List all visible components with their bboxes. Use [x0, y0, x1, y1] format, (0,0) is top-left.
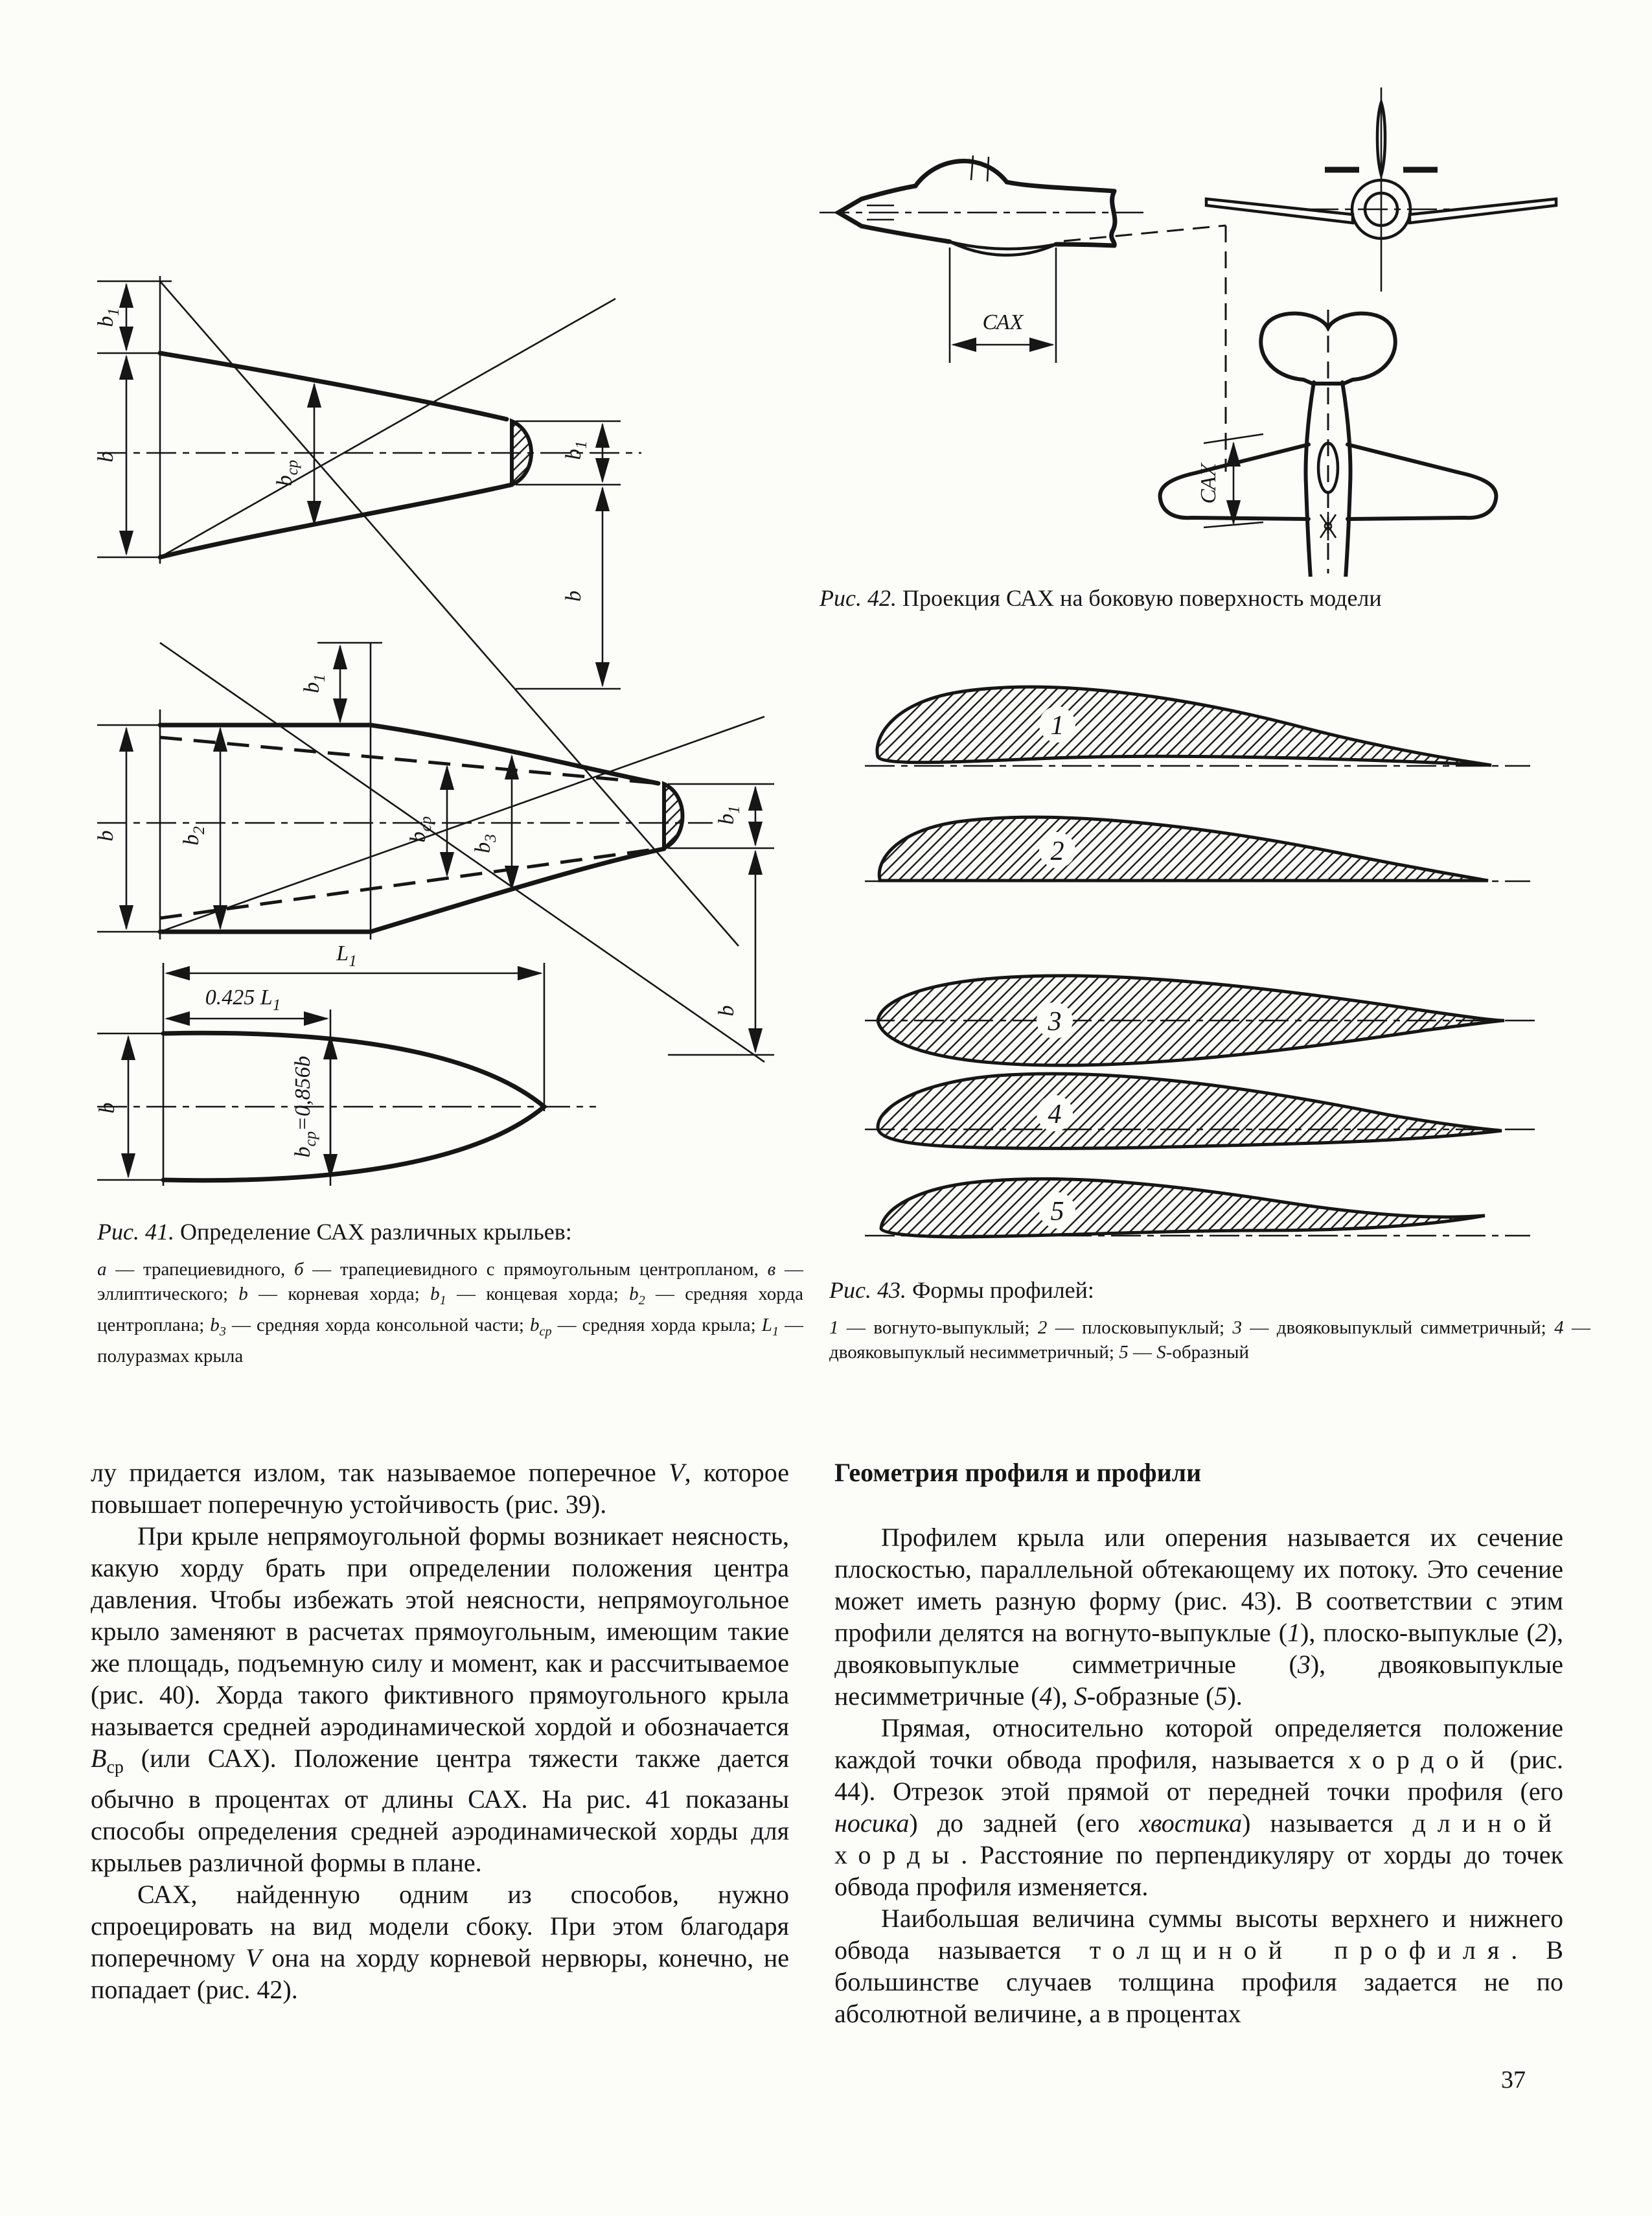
profile-4-biconvex-asymmetric: [865, 1074, 1541, 1148]
paragraph: Профилем крыла или оперения называется их сечение плоскостью, параллельной обтекающему их потоку. Это сечение может иметь разную форму (рис. 43). В соответствии с этим профили делятся на вогнуто-выпуклые (1), плоско-выпуклые (2), двояковыпуклые симметричные (3), двояковыпуклые несимметричные (4), S-образные (5).: [834, 1523, 1563, 1711]
fig43-drawing: [842, 667, 1594, 1257]
dim-label-b2: $b_2$: [179, 826, 208, 846]
paragraph: Наибольшая величина суммы высоты верхнего и нижнего обвода называется толщиной профиля. В большинстве случаев толщина профиля задается не по абсолютной величине, а в процентах: [834, 1904, 1563, 2028]
right-column: [834, 1457, 1563, 2029]
fig42-caption: [820, 583, 1590, 613]
fig43-caption-legend: 1 — вогнуто-выпуклый; 2 — плосковыпуклый; 3 — двояковыпуклый симметричный; 4 — двояковыпуклый несимметричный; 5 — S-образный: [829, 1317, 1591, 1363]
dim-label-0425L1: 0.425 $L_1$: [205, 986, 281, 1014]
dim-label-L1: $L_1$: [336, 941, 357, 970]
dim-label-b1: $b_1$: [94, 308, 122, 327]
fig41-caption-legend: а — трапециевидного, б — трапециевидного с прямоугольным центропланом, в — эллиптического; b — корневая хорда; $b_1$ — концевая хорда; $b_2$ — средняя хорда центроплана; $b_3$ — средняя хорда консольной части; $b_{ср}$ — средняя хорда крыла; $L_1$ — полуразмах крыла: [97, 1259, 804, 1367]
right-wing: [1348, 444, 1496, 519]
paragraph: При крыле непрямоугольной формы возникает неясность, какую хорду брать при определении положения центра давления. Чтобы избежать этой неясности, непрямоугольное крыло заменяют в расчетах прямоугольным, имеющим такие же площадь, подъемную силу и момент, как и рассчитываемое (рис. 40). Хорда такого фиктивного прямоугольного крыла называется средней аэродинамической хордой и обозначается $B_{ср}$ (или САХ). Положение центра тяжести также дается обычно в процентах от длины САХ. На рис. 41 показаны способы определения средней аэродинамической хорды для крыльев различной формы в плане.: [91, 1521, 789, 1877]
page-number: 37: [1501, 2066, 1526, 2094]
dim-label-b: b: [95, 1102, 119, 1114]
fig41-caption: [97, 1217, 803, 1368]
dim-label-b-ext: b: [562, 590, 586, 602]
profile-number: 3: [1048, 1007, 1062, 1037]
profile-number: 4: [1048, 1100, 1062, 1129]
dim-label-bsr-0856b: $b_{ср}=0,856b$: [291, 1056, 319, 1158]
dim-label-b1-tip: $b_1$: [715, 805, 743, 825]
dim-label-b1-tip: $b_1$: [562, 441, 590, 460]
profile-number: 5: [1050, 1197, 1064, 1227]
dim-label-bsr: $b_{ср}$: [273, 459, 301, 487]
dim-label-b1-top: $b_1$: [300, 674, 328, 693]
dim-label-b-root: b: [94, 830, 118, 842]
sax-label-side: САХ: [982, 310, 1024, 334]
fig42-front-view: [1206, 87, 1556, 292]
profile-3-biconvex-symmetric: [865, 976, 1541, 1065]
left-column: [91, 1457, 789, 2005]
wing-root-profile: [950, 242, 1056, 255]
paragraph: Прямая, относительно которой определяется положение каждой точки обвода профиля, называется хордой (рис. 44). Отрезок этой прямой от передней точки профиля (его носика) до задней (его хвостика) называется длиной хорды. Расстояние по перпендикуляру от хорды до точек обвода профиля изменяется.: [834, 1713, 1563, 1901]
profile-number: 2: [1050, 837, 1064, 866]
profile-5-s-shaped: [865, 1179, 1530, 1237]
fig42-plan-view: [1160, 310, 1497, 577]
dim-label-b3: $b_3$: [471, 834, 499, 853]
fig42-drawing: [810, 71, 1607, 577]
paragraph: САХ, найденную одним из способов, нужно спроецировать на вид модели сбоку. При этом благодаря поперечному V она на хорду корневой нервюры, конечно, не попадает (рис. 42).: [91, 1880, 789, 2004]
profile-2-flat-convex: [865, 817, 1530, 881]
fig43-caption-title: Рис. 43. Формы профилей:: [829, 1277, 1094, 1303]
profile-number: 1: [1050, 711, 1064, 741]
fig41-drawing: [58, 84, 810, 1199]
fig41-diagram-center-section: [94, 643, 774, 1062]
fig41-diagram-ellipse: [95, 941, 596, 1186]
dim-label-bsr: $b_{ср}$: [406, 816, 435, 843]
wing-tip-hatched: [664, 784, 683, 848]
fig42-side-view: [820, 156, 1226, 472]
fig43-caption: [829, 1275, 1590, 1365]
paragraph: лу придается излом, так называемое поперечное V, которое повышает поперечную устойчивость (рис. 39).: [91, 1458, 789, 1519]
profile-1-concave-convex: [865, 687, 1530, 766]
propeller-top: [1320, 512, 1336, 540]
section-heading: Геометрия профиля и профили: [834, 1458, 1202, 1487]
dim-label-b-ext: b: [715, 1005, 739, 1017]
dim-label-b: b: [94, 451, 118, 463]
fig41-caption-title: Рис. 41. Определение САХ различных крыльев:: [97, 1219, 572, 1245]
fig42-caption-title: Рис. 42. Проекция САХ на боковую поверхность модели: [820, 585, 1382, 611]
sax-label-plan: САХ: [1197, 463, 1221, 504]
